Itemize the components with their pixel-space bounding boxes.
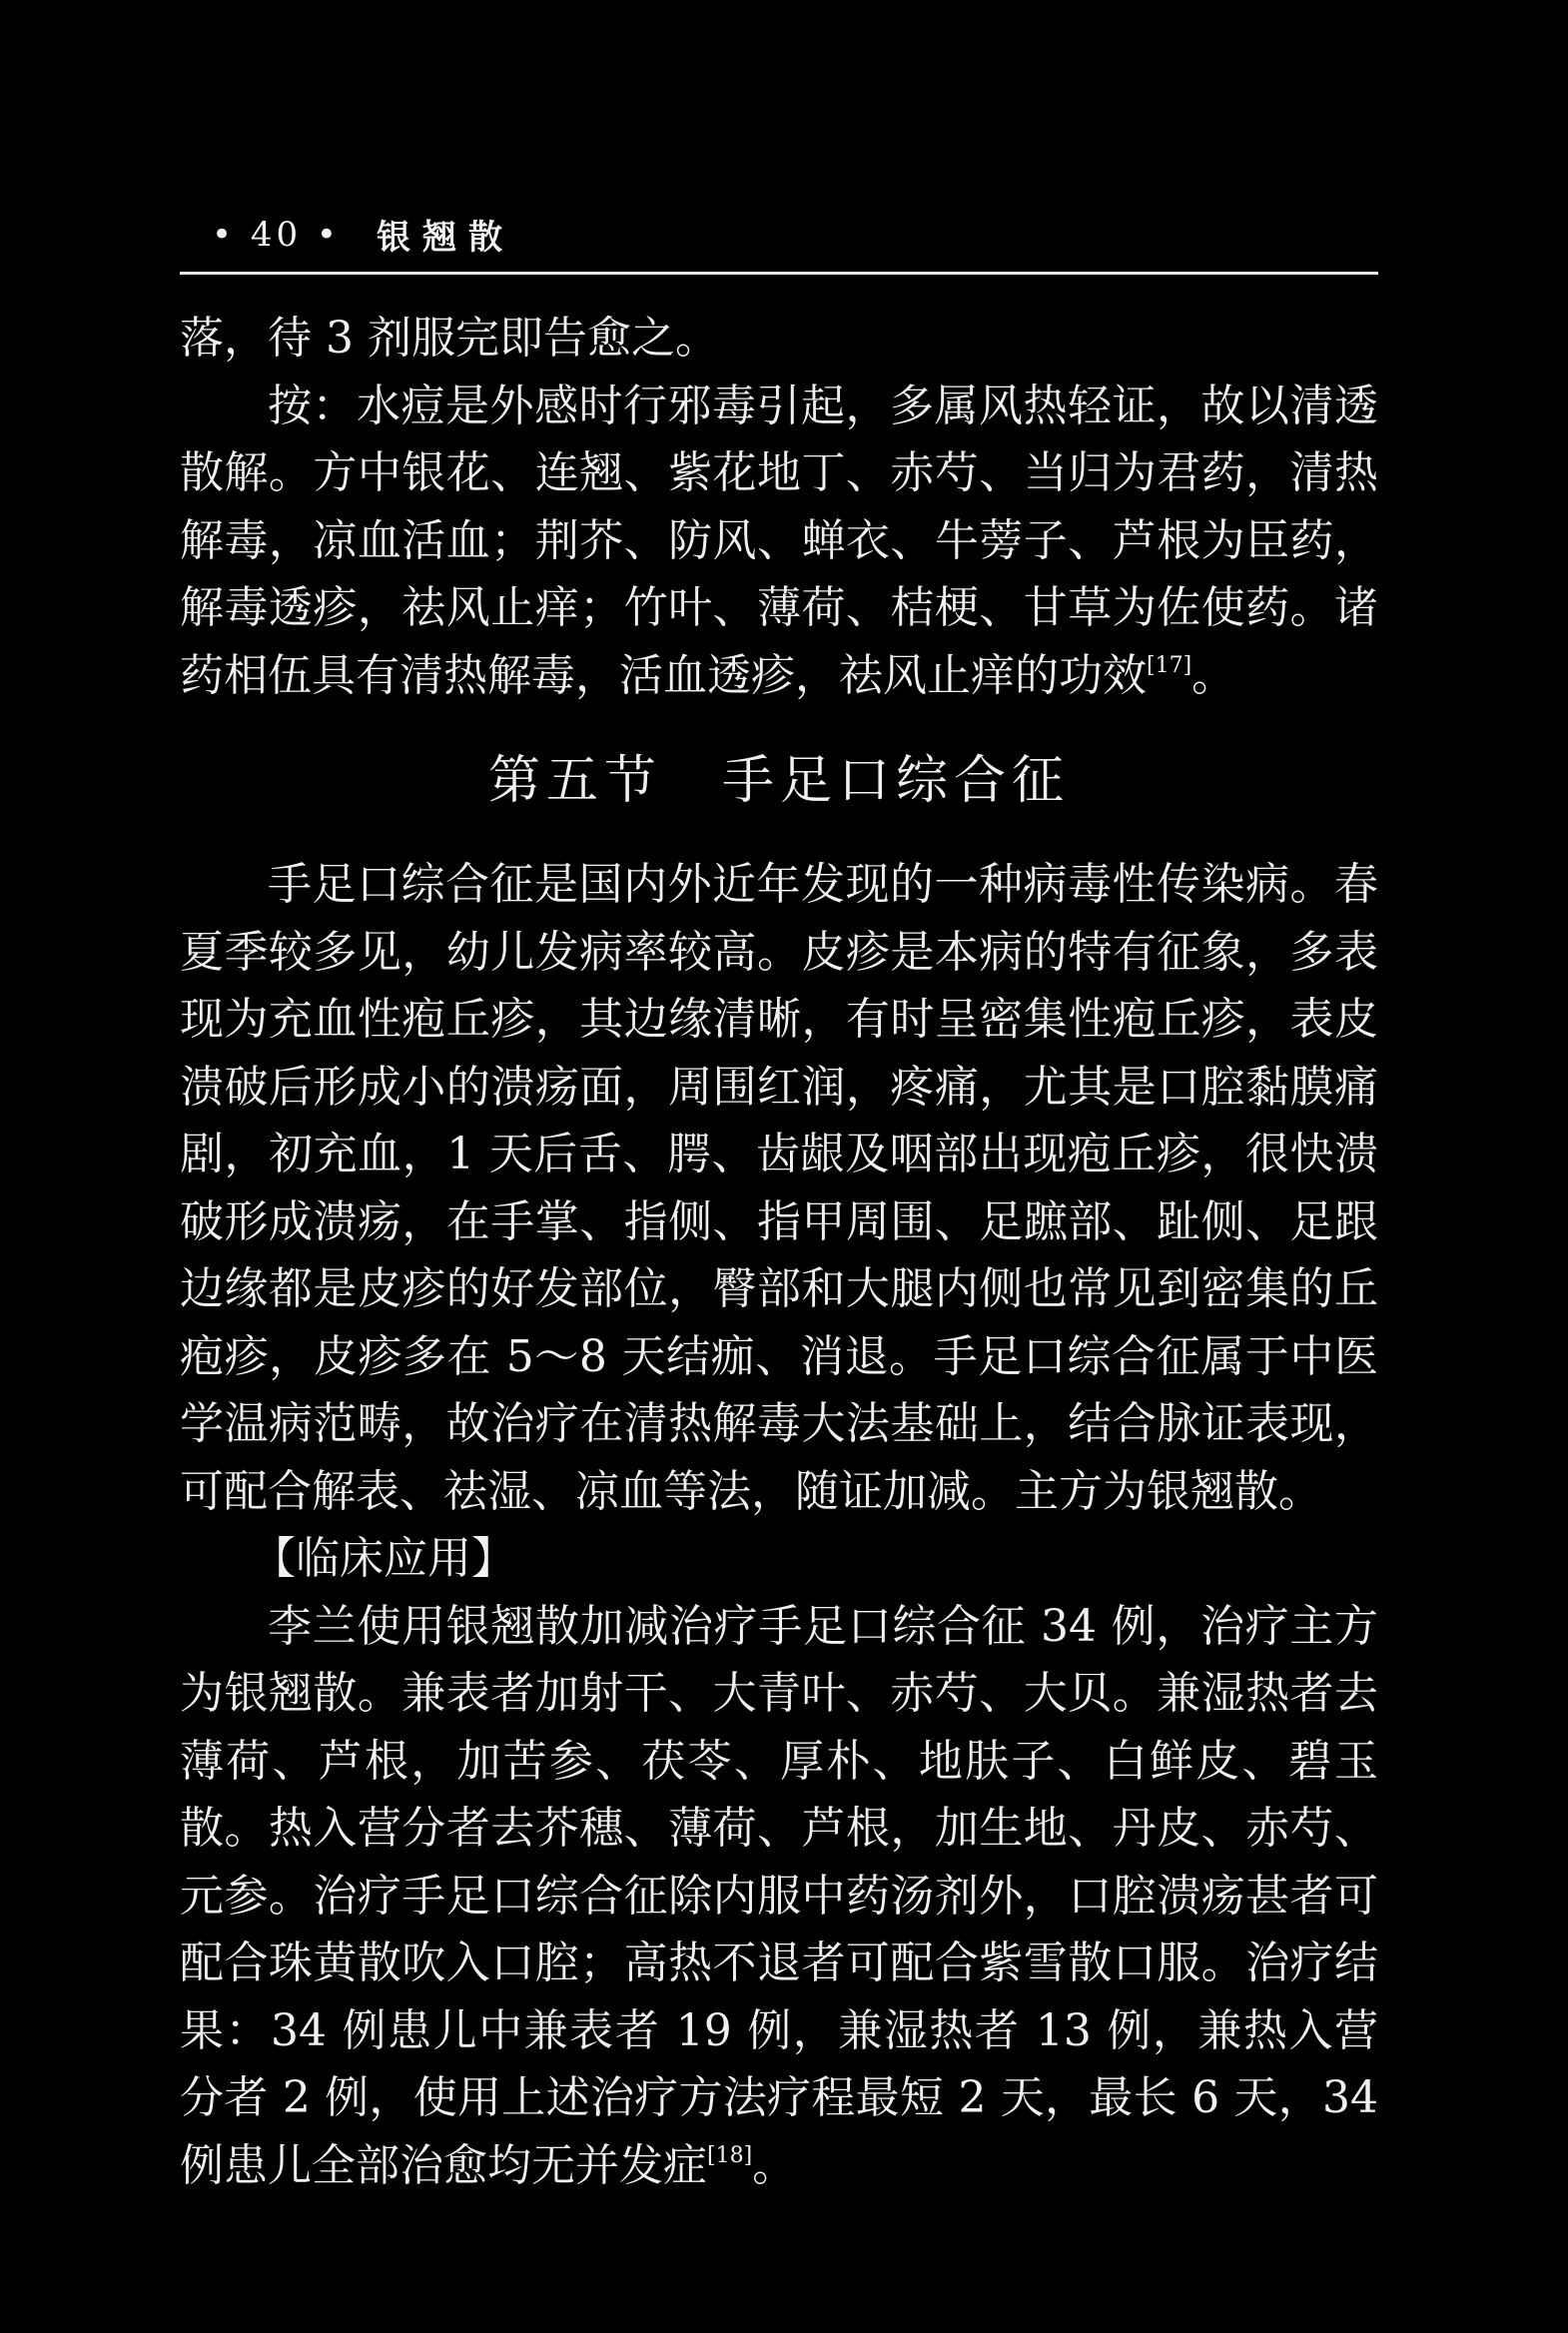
section-number: 第五节 — [487, 751, 662, 811]
section-heading — [180, 735, 1378, 827]
paragraph-intro: 手足口综合征是国内外近年发现的一种病毒性传染病。春夏季较多见，幼儿发病率较高。皮疹是本病的特有征象，多表现为充血性疱丘疹，其边缘清晰，有时呈密集性疱丘疹，表皮溃破后形成小的溃疡面，周围红润，疼痛，尤其是口腔黏膜痛剧，初充血，1 天后舌、腭、齿龈及咽部出现疱丘疹，很快溃破形成溃疡，在手掌、指侧、指甲周围、足蹠部、趾侧、足跟边缘都是皮疹的好发部位，臀部和大腿内侧也常见到密集的丘疱疹，皮疹多在 5～8 天结痂、消退。手足口综合征属于中医学温病范畴，故治疗在清热解毒大法基础上，结合脉证表现，可配合解表、祛湿、凉血等法，随证加减。主方为银翘散。 — [180, 859, 1378, 1517]
paragraph-clinical — [180, 1593, 1378, 2200]
paragraph-clinical-text: 李兰使用银翘散加减治疗手足口综合征 34 例，治疗主方为银翘散。兼表者加射干、大青叶、赤芍、大贝。兼湿热者去薄荷、芦根，加苦参、茯苓、厚朴、地肤子、白鲜皮、碧玉散。热入营分者去芥穗、薄荷、芦根，加生地、丹皮、赤芍、元参。治疗手足口综合征除内服中药汤剂外，口腔溃疡甚者可配合珠黄散吹入口腔；高热不退者可配合紫雪散口服。治疗结果：34 例患儿中兼表者 19 例，兼湿热者 13 例，兼热入营分者 2 例，使用上述治疗方法疗程最短 2 天，最长 6 天，34 例患儿全部治愈均无并发症 — [180, 1600, 1378, 2191]
book-page — [180, 0, 1378, 2333]
paragraph-note — [180, 373, 1378, 710]
citation-17: [17] — [1147, 652, 1192, 678]
citation-18: [18] — [707, 2142, 753, 2168]
book-title: 银翘散 — [377, 218, 514, 258]
page-number: • 40 • — [212, 214, 341, 255]
body-text — [180, 305, 1378, 2199]
running-header — [212, 210, 514, 259]
paragraph-clinical-end: 。 — [752, 2139, 797, 2191]
section-title: 手足口综合征 — [722, 751, 1071, 811]
paragraph-note-end: 。 — [1191, 649, 1236, 701]
header-rule — [180, 272, 1378, 275]
clinical-label: 【临床应用】 — [252, 1533, 515, 1584]
paragraph-note-text: 按：水痘是外感时行邪毒引起，多属风热轻证，故以清透散解。方中银花、连翘、紫花地丁、赤芍、当归为君药，清热解毒，凉血活血；荆芥、防风、蝉衣、牛蒡子、芦根为臣药，解毒透疹，祛风止痒；竹叶、薄荷、桔梗、甘草为佐使药。诸药相伍具有清热解毒，活血透疹，祛风止痒的功效 — [180, 380, 1378, 701]
paragraph-continued: 落，待 3 剂服完即告愈之。 — [180, 313, 719, 364]
